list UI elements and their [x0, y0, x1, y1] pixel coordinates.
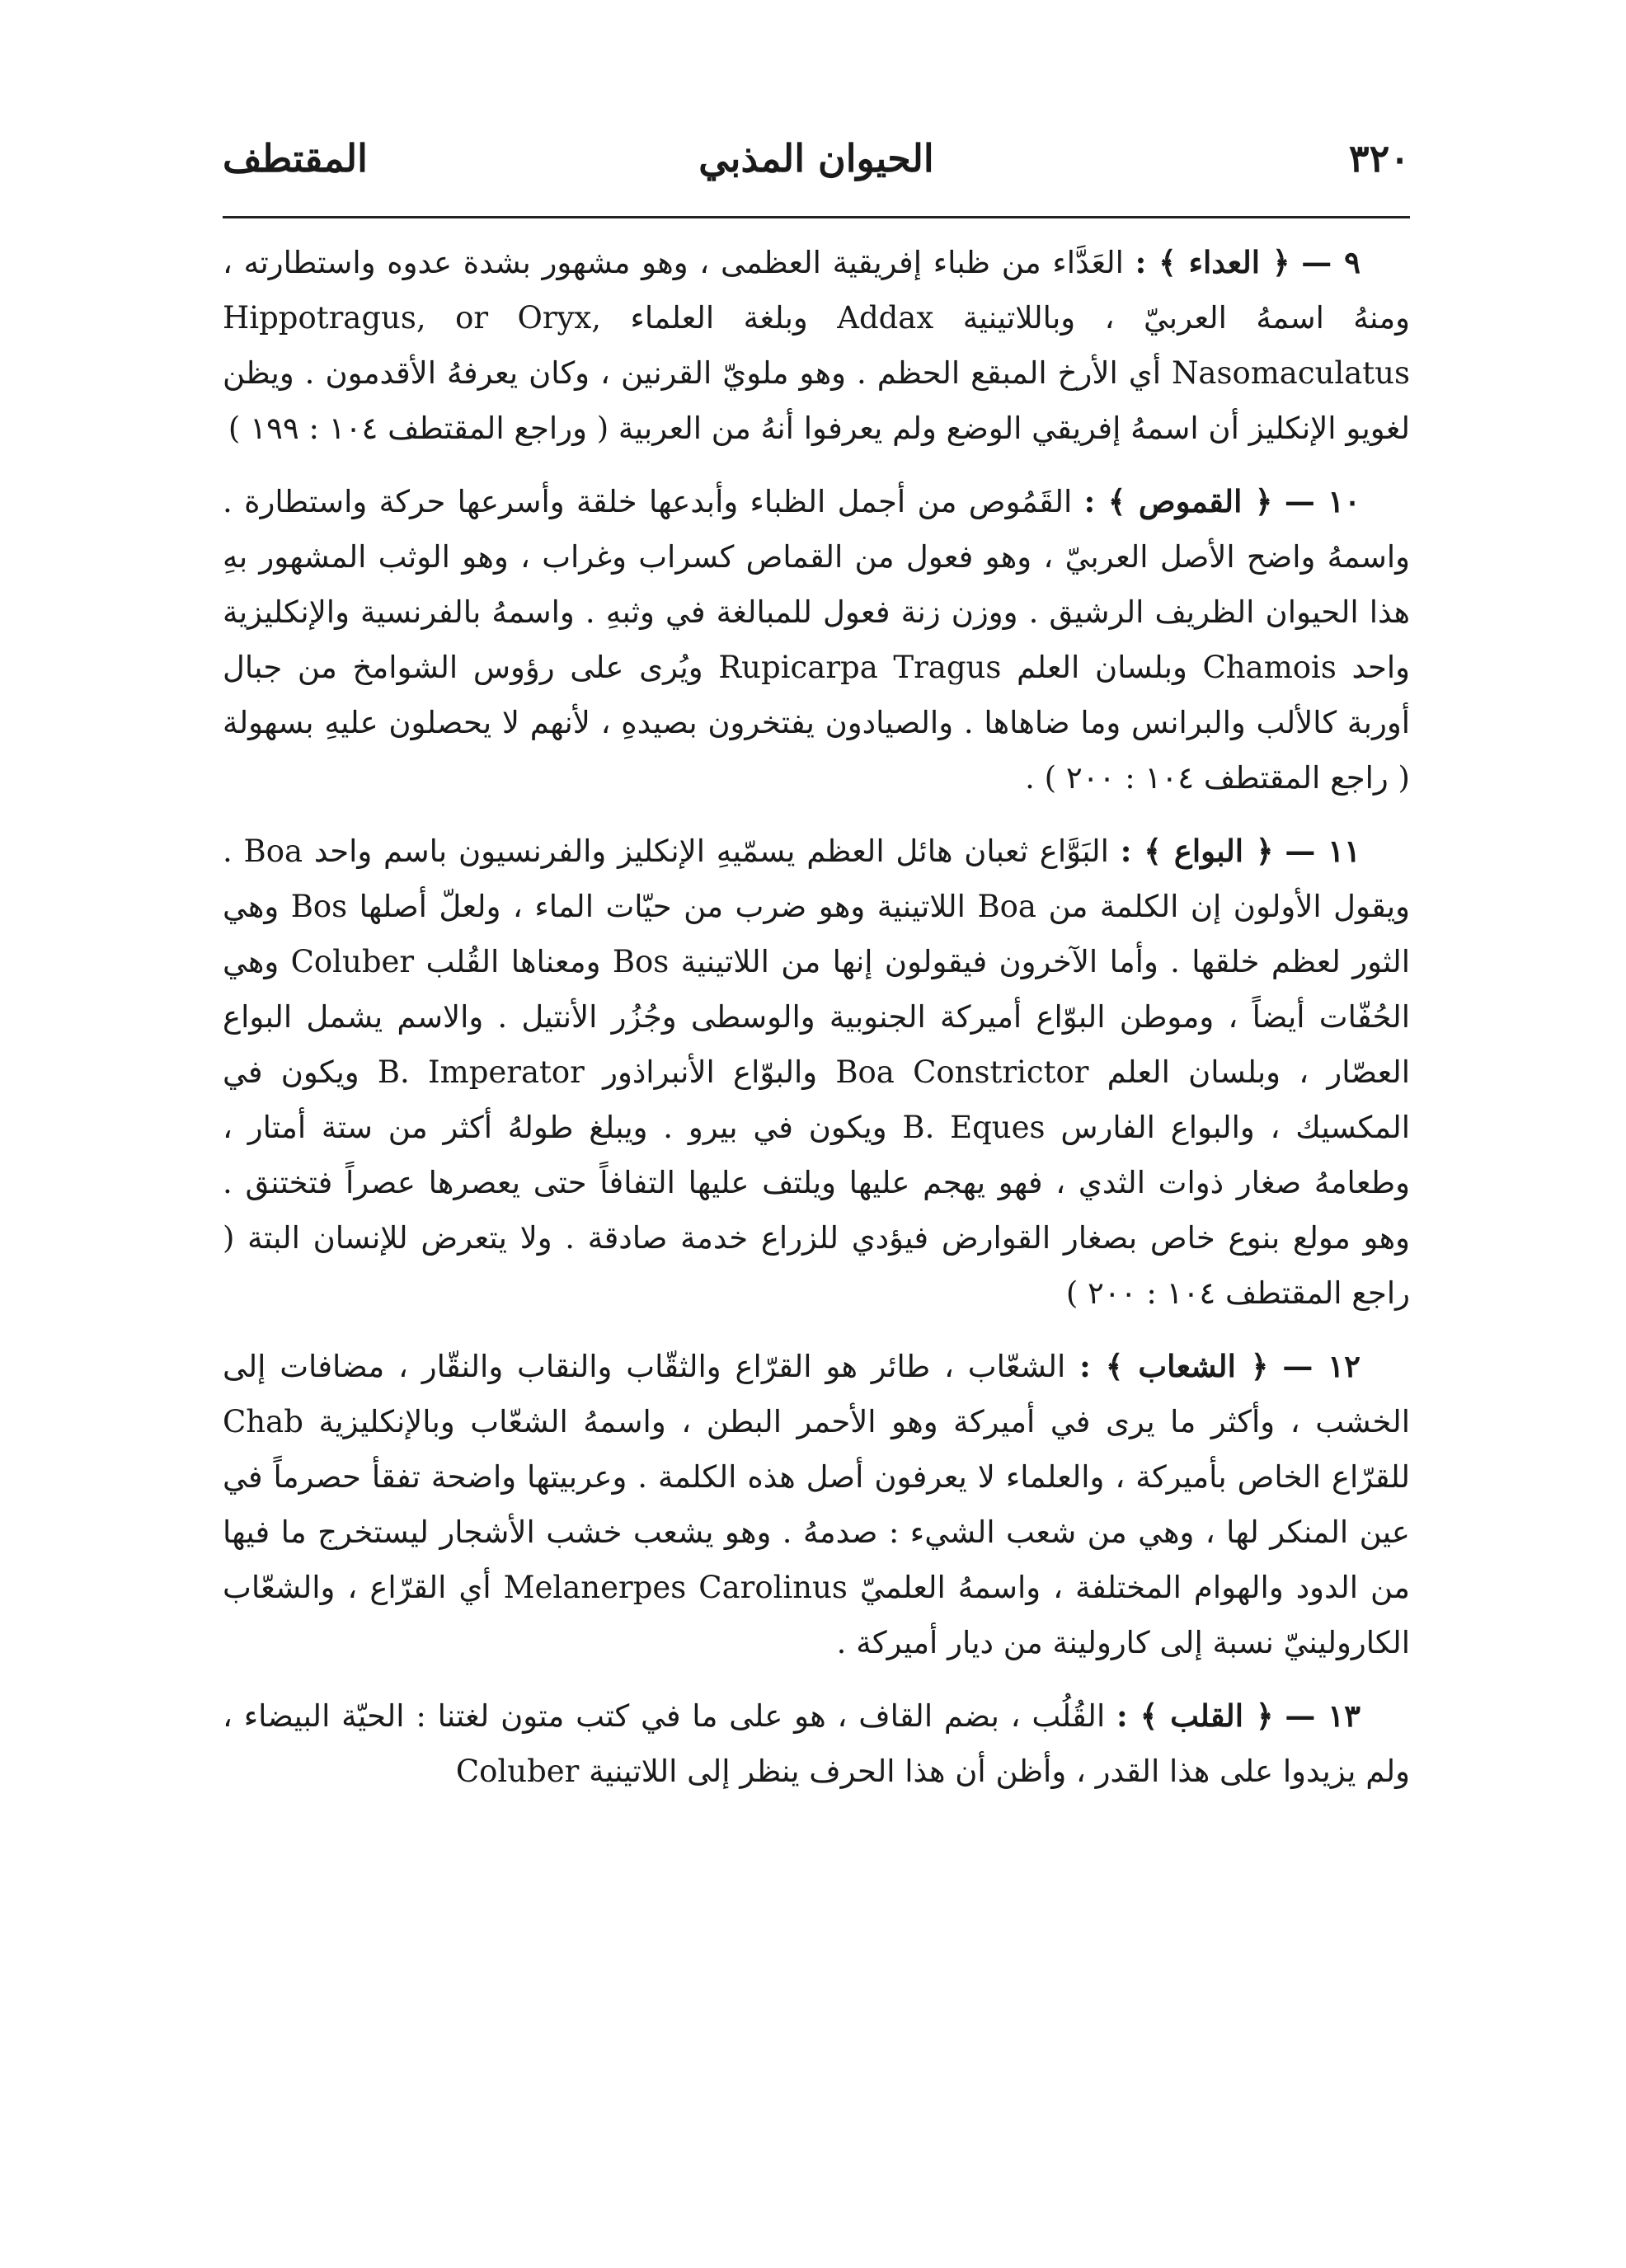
entry-number: ٩ —	[1301, 244, 1360, 280]
entry-coluber	[223, 1688, 1410, 1799]
entry-number: ١٣ —	[1285, 1697, 1360, 1734]
entry-woodpecker	[223, 1339, 1410, 1670]
entry-number: ١٠ —	[1284, 483, 1361, 519]
page-header	[223, 136, 1410, 202]
entry-text: القَمُوص من أجمل الظباء وأبدعها خلقة وأسرعها حركة واستطارة . واسمهُ واضح الأصل العربيّ ، وهو فعول من القماص كسراب وغراب ، وهو الوثب المشهور بهِ هذا الحيوان الظريف الرشيق . ووزن زنة فعول للمبالغة في وثبهِ . واسمهُ بالفرنسية والإنكليزية واحد Chamois وبلسان العلم Rupicarpa Tragus ويُرى على رؤوس الشوامخ من جبال أوربة كالألب والبرانس وما ضاهاها . والصيادون يفتخرون بصيدهِ ، لأنهم لا يحصلون عليهِ بسهولة ( راجع المقتطف ١٠٤ : ٢٠٠ ) .	[223, 484, 1410, 796]
article-body	[223, 235, 1410, 1817]
entry-addax	[223, 235, 1410, 456]
entry-number: ١١ —	[1285, 833, 1360, 869]
entry-heading: ﴿ البواع ﴾ :	[1120, 833, 1274, 869]
entry-heading: ﴿ القموص ﴾ :	[1083, 483, 1273, 519]
entry-chamois	[223, 474, 1410, 805]
entry-boa	[223, 824, 1410, 1321]
entry-heading: ﴿ الشعاب ﴾ :	[1079, 1348, 1269, 1384]
journal-name: المقتطف	[223, 136, 368, 181]
entry-text: القُلُب ، بضم القاف ، هو على ما في كتب متون لغتنا : الحيّة البيضاء ، ولم يزيدوا على هذا القدر ، وأظن أن هذا الحرف ينظر إلى اللاتينية Coluber	[223, 1698, 1410, 1789]
entry-text: البَوَّاع ثعبان هائل العظم يسمّيهِ الإنكليز والفرنسيون باسم واحد Boa . ويقول الأولون إن الكلمة من Boa اللاتينية وهو ضرب من حيّات الماء ، ولعلّ أصلها Bos وهي الثور لعظم خلقها . وأما الآخرون فيقولون إنها من اللاتينية Bos ومعناها القُلب Coluber وهي الحُفّات أيضاً ، وموطن البوّاع أميركة الجنوبية والوسطى وجُزُر الأنتيل . والاسم يشمل البواع العصّار ، وبلسان العلم Boa Constrictor والبوّاع الأنبراذور B. Imperator ويكون في المكسيك ، والبواع الفارس B. Eques ويكون في بيرو . ويبلغ طولهُ أكثر من ستة أمتار ، وطعامهُ صغار ذوات الثدي ، فهو يهجم عليها ويلتف عليها التفافاً حتى يعصرها عصراً فتختنق . وهو مولع بنوع خاص بصغار القوارض فيؤدي للزراع خدمة صادقة . ولا يتعرض للإنسان البتة ( راجع المقتطف ١٠٤ : ٢٠٠ )	[223, 833, 1411, 1311]
header-divider	[223, 216, 1410, 218]
entry-text: العَدَّاء من ظباء إفريقية العظمى ، وهو مشهور بشدة عدوه واستطارته ، ومنهُ اسمهُ العربيّ ، وباللاتينية Addax وبلغة العلماء Hippotragus, or Oryx, Nasomaculatus أي الأرخ المبقع الحظم . وهو ملويّ القرنين ، وكان يعرفهُ الأقدمون . ويظن لغويو الإنكليز أن اسمهُ إفريقي الوضع ولم يعرفوا أنهُ من العربية ( وراجع المقتطف ١٠٤ : ١٩٩ )	[223, 245, 1410, 446]
entry-heading: ﴿ القلب ﴾ :	[1116, 1697, 1274, 1734]
entry-text: الشعّاب ، طائر هو القرّاع والثقّاب والنقاب والنقّار ، مضافات إلى الخشب ، وأكثر ما يرى في أميركة وهو الأحمر البطن ، واسمهُ الشعّاب وبالإنكليزية Chab للقرّاع الخاص بأميركة ، والعلماء لا يعرفون أصل هذه الكلمة . وعربيتها واضحة تفقأ حصرماً في عين المنكر لها ، وهي من شعب الشيء : صدمهُ . وهو يشعب خشب الأشجار ليستخرج ما فيها من الدود والهوام المختلفة ، واسمهُ العلميّ Melanerpes Carolinus أي القرّاع ، والشعّاب الكارولينيّ نسبة إلى كارولينة من ديار أميركة .	[223, 1349, 1410, 1660]
running-title: الحيوان المذبي	[698, 136, 934, 181]
entry-number: ١٢ —	[1282, 1348, 1360, 1384]
page-number: ٣٢٠	[1348, 136, 1410, 181]
entry-heading: ﴿ العداء ﴾ :	[1135, 244, 1290, 280]
